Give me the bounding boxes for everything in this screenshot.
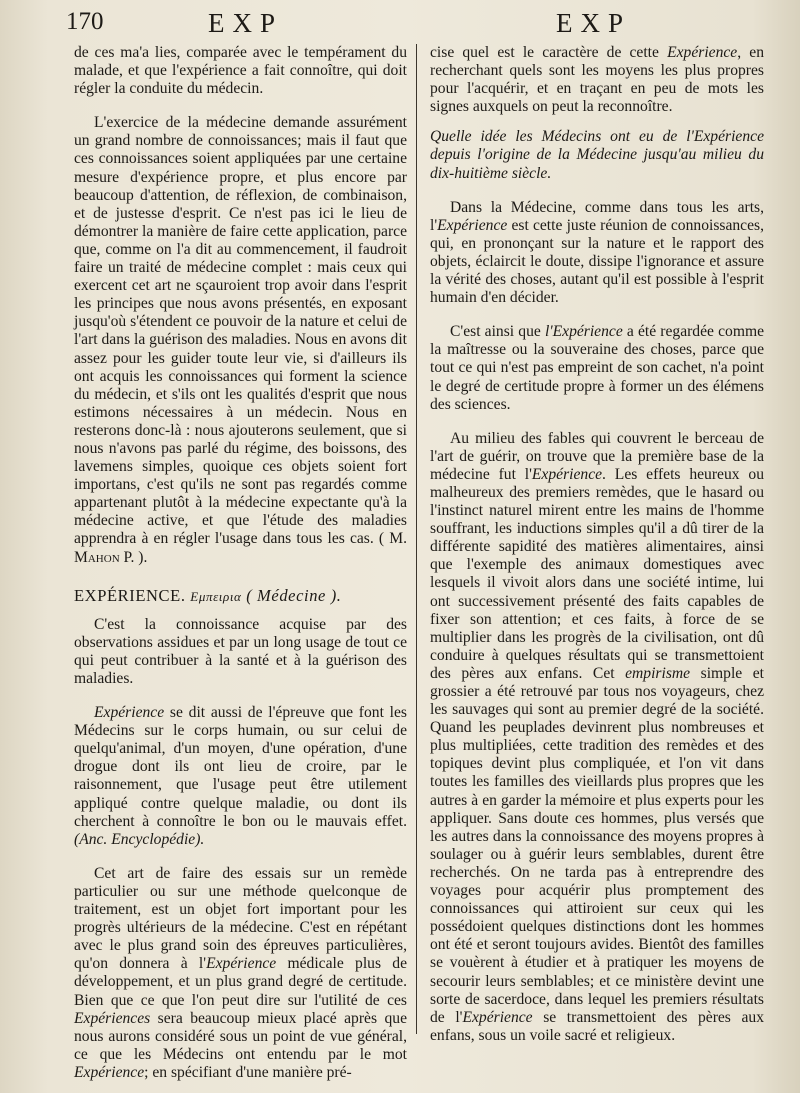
paragraph-text: se transmettoient des pères aux enfans, sous un voile sacré et religieux. xyxy=(430,1008,764,1044)
emphasis: l'Expérience xyxy=(544,323,623,341)
column-rule xyxy=(416,44,417,1034)
paragraph-text: Dans la Médecine, comme dans tous les arts, l' xyxy=(430,198,764,234)
paragraph xyxy=(74,865,407,1082)
paragraph-text: médicale plus de développement, et un plus grand degré de certitude. Bien que ce que l'on peut dire sur l'utilité de ces xyxy=(74,955,407,1009)
paragraph xyxy=(430,199,764,308)
emphasis: Expérience xyxy=(206,955,277,973)
paragraph-text: . Les effets heureux ou malheureux des premiers remèdes, que le hasard ou l'instinct naturel mirent entre les mains de l'homme souffrant, les inductions simples qu'il a dû tirer de la différente sapidité des matières alimentaires, ainsi que l'exemple des animaux domestiques avec lesquels il vivoit alors dans une société intime, lui ont successivement présenté des faits capables de fixer son attention; et ces faits, à force de se multiplier dans les progrès de la civilisation, ont dû conduire à quelques résultats qui se transmettoient des pères aux enfans. Cet xyxy=(430,465,764,682)
author-signature: ( M. Mahon P. ). xyxy=(74,530,407,566)
emphasis: Expérience xyxy=(531,465,603,483)
paragraph: C'est la connoissance acquise par des observations assidues et par un long usage de tout ce qui peut contribuer à la santé et à la guérison des maladies. xyxy=(74,615,407,687)
paragraph-text: Au milieu des fables qui couvrent le berceau de l'art de guérir, on trouve que la première base de la médecine fut l' xyxy=(430,429,764,483)
article-headword: EXPÉRIENCE. xyxy=(74,585,186,605)
running-head-right: EXP xyxy=(556,8,632,38)
paragraph-text: est cette juste réunion de connoissances, qui, en prononçant sur la nature et le rapport des objets, éclaircit le doute, dissipe l'ignorance et assure la vérité des choses, autant qu'il est possible à l'esprit humain d'en décider. xyxy=(430,216,764,307)
article-subject: ( Médecine ). xyxy=(246,585,342,605)
emphasis: Expérience xyxy=(437,216,508,234)
right-column xyxy=(430,44,764,1045)
emphasis: Expériences xyxy=(74,1009,151,1027)
paragraph xyxy=(74,114,407,566)
page-number: 170 xyxy=(66,8,104,35)
paragraph-text: a été regardée comme la maîtresse ou la souveraine des choses, parce que tout ce qui n'est pas empreint de son cachet, n'a point le degré de certitude propre à former un des élémens des sciences. xyxy=(430,323,764,413)
emphasis: Expérience xyxy=(94,704,165,722)
emphasis: Expérience xyxy=(667,44,738,61)
emphasis: Expérience xyxy=(74,1063,145,1081)
paragraph-text: C'est ainsi que xyxy=(450,323,545,341)
paragraph xyxy=(74,704,407,849)
citation: (Anc. Encyclopédie). xyxy=(74,830,205,848)
paragraph-text: cise quel est le caractère de cette xyxy=(430,44,668,61)
running-head-left: EXP xyxy=(208,8,284,38)
article-heading xyxy=(74,587,407,606)
article-greek: Εμπειρια xyxy=(190,588,242,604)
running-head xyxy=(66,8,786,44)
paragraph: de ces ma'a lies, comparée avec le tempérament du malade, et que l'expérience a fait connoître, qui doit régler la conduite du médecin. xyxy=(74,44,407,98)
paragraph-text: simple et grossier a été retrouvé par tous nos voyageurs, chez les sauvages qui sont au premier degré de la société. Quand les peuplades devinrent plus nombreuses et plus multipliées, cette tradition des remèdes et des topiques devint plus compliquée, et l'on vit dans toutes les familles des vieillards plus propres que les autres à en garder la mémoire et plus experts pour les appliquer. Sans doute ces hommes, plus versés que les autres dans la connoissance des moyens propres à soulager ou à guérir leurs semblables, durent être recherchés. On ne tarda pas à entreprendre des voyages pour acquérir plus promptement des connoissances qui attiroient sur ceux qui les possédoient quelques distinctions dont les hommes ont été et seront toujours avides. Bientôt des familles se vouèrent à étudier et à pratiquer les moyens de secourir leurs semblables; et ce ministère devint une sorte de sacerdoce, dans lequel les premiers résultats de l' xyxy=(430,664,764,1026)
section-question: Quelle idée les Médecins ont eu de l'Expérience depuis l'origine de la Médecine jusqu'au milieu du dix-huitième siècle. xyxy=(430,128,764,182)
emphasis: Expérience xyxy=(462,1008,533,1026)
paragraph-text: , en recherchant quels sont les moyens les plus propres pour l'acquérir, et en traçant en peu de mots les signes auxquels on peut la reconnoître. xyxy=(430,44,764,116)
paragraph-text: Cet art de faire des essais sur un remède particulier ou sur une méthode quelconque de traitement, est un objet fort important pour les progrès ultérieurs de la médecine. C'est en répétant avec le plus grand soin des épreuves particulières, qu'on donnera à l' xyxy=(74,864,407,973)
paragraph-text: se dit aussi de l'épreuve que font les Médecins sur le corps humain, ou sur celui de quelqu'animal, d'un moyen, d'une opération, d'une drogue dont ils ont lieu de croire, par le raisonnement, que l'usage peut être utilement appliqué contre quelque maladie, ou dont ils cherchent à connoître le bon ou le mauvais effet. xyxy=(74,704,407,830)
emphasis: empirisme xyxy=(625,664,691,682)
left-column xyxy=(74,44,407,1082)
paragraph-text: sera beaucoup mieux placé après que nous aurons considéré sous un point de vue général, ce que les Médecins ont entendu par le mot xyxy=(74,1009,407,1063)
paragraph xyxy=(430,323,764,413)
paragraph xyxy=(430,430,764,1045)
paragraph xyxy=(430,44,764,116)
paragraph-text: L'exercice de la médecine demande assurément un grand nombre de connoissances; mais il faut que ces connoissances soient appliquées par une certaine mesure d'expérience propre, et plus encore par beaucoup d'attention, de réflexion, de combinaison, et de justesse d'esprit. Ce n'est pas ici le lieu de démontrer la manière de faire cette application, parce que, comme on l'a dit au commencement, il faudroit faire un traité de médecine complet : mais ceux qui exercent cet art ne sçauroient trop avoir dans l'esprit les principes que nous avons présentés, en exposant jusqu'où s'étendent ce pouvoir de la nature et celui de l'art dans la guérison des maladies. Nous en avons dit assez pour les guider toute leur vie, si d'ailleurs ils ont acquis les connoissances qui forment la science du médecin, et s'ils ont les qualités d'esprit que nous estimons nécessaires à un médecin. Nous en resterons donc-là : nous ajouterons seulement, que si nous n'avons pas parlé du régime, des boissons, des lavemens simples, quoique ces objets soient fort importans, c'est qu'ils ne sont pas regardés comme appartenant plutôt à la médecine expectante qu'à la médecine active, et que l'étude des maladies apprendra à en régler l'usage dans tous les cas. xyxy=(74,114,407,548)
paragraph-text: ; en spécifiant d'une manière pré- xyxy=(144,1063,352,1081)
